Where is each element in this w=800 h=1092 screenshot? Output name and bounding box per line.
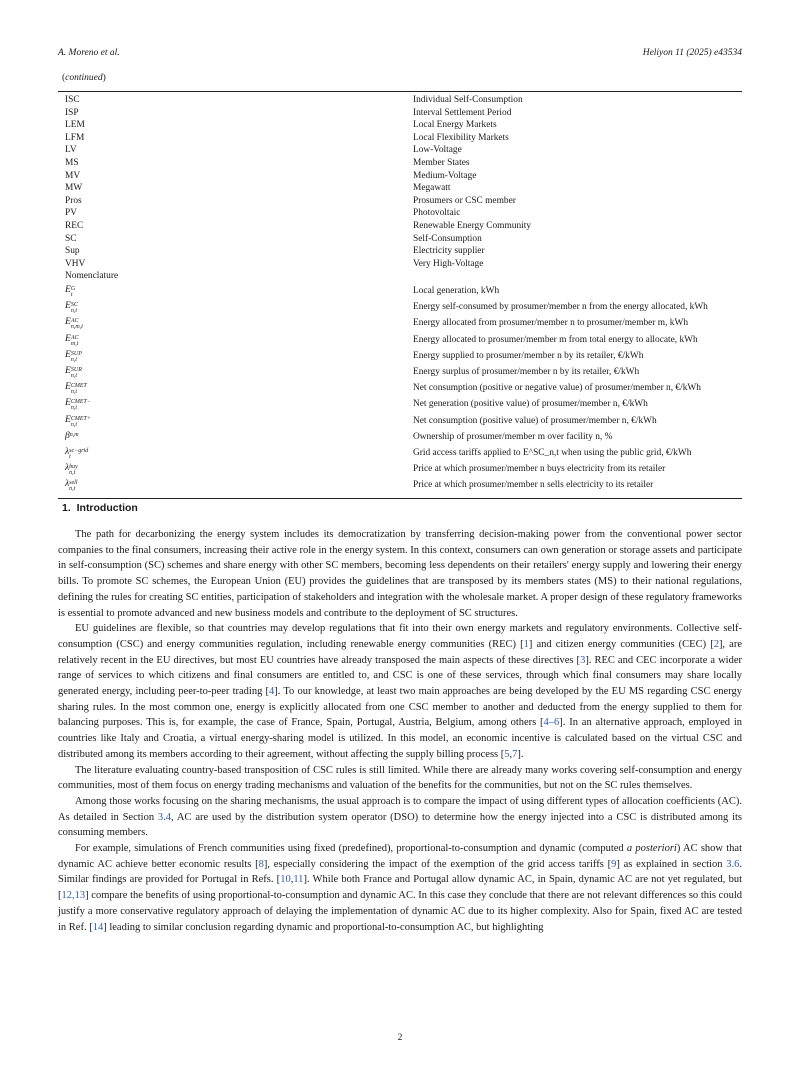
math-symbol — [65, 477, 78, 491]
symbol-subscript: n,t — [69, 486, 76, 493]
symbol-superscript: sc−grid — [69, 447, 89, 454]
symbol-definition: Net generation (positive value) of prosumer/member n, €/kWh — [413, 399, 648, 410]
math-symbol — [65, 364, 82, 378]
symbol-superscript: SUR — [70, 366, 82, 373]
symbol-superscript: AC — [70, 318, 79, 325]
math-symbol — [65, 299, 78, 313]
citation-link[interactable]: 2 — [713, 638, 719, 650]
symbol-base: E — [65, 364, 71, 376]
symbol-scripts — [71, 317, 83, 329]
abbreviation-definition: Electricity supplier — [413, 246, 485, 257]
nomenclature-heading-row — [58, 270, 742, 283]
running-header — [58, 48, 742, 62]
abbreviation-term: Pros — [65, 195, 82, 206]
symbol-base: E — [65, 397, 71, 409]
abbreviation-term: MW — [65, 183, 83, 194]
symbol-base: λ — [65, 445, 70, 457]
symbol-scripts — [69, 447, 88, 459]
symbol-row — [58, 477, 742, 493]
symbol-subscript: t — [69, 453, 71, 460]
citation-link[interactable]: 11 — [293, 874, 304, 886]
abbreviation-definition: Medium-Voltage — [413, 170, 477, 181]
symbol-cell — [58, 364, 406, 380]
symbol-base: E — [65, 300, 71, 312]
abbreviation-definition: Renewable Energy Community — [413, 220, 532, 231]
symbol-definition: Local generation, kWh — [413, 285, 500, 296]
symbol-superscript: SC — [70, 302, 78, 309]
symbol-scripts — [71, 334, 79, 346]
symbol-scripts — [71, 415, 91, 427]
symbol-base: E — [65, 348, 71, 360]
abbreviation-term: SC — [65, 233, 77, 244]
symbol-definition: Energy self-consumed by prosumer/member n from the energy allocated, kWh — [413, 302, 708, 313]
citation-link[interactable]: 1 — [523, 638, 529, 650]
math-symbol — [65, 283, 75, 297]
body-text — [58, 527, 742, 935]
symbol-cell — [58, 413, 406, 429]
abbreviation-term: LV — [65, 145, 77, 156]
abbreviation-term: LFM — [65, 132, 85, 143]
abbreviation-row — [58, 132, 742, 145]
abbreviation-definition: Self-Consumption — [413, 233, 482, 244]
symbol-subscript: n,t — [70, 308, 78, 315]
abbreviation-term: Sup — [65, 246, 80, 257]
symbol-subscript: n,t — [70, 372, 78, 379]
symbol-base: E — [65, 332, 71, 344]
symbol-definition: Price at which prosumer/member n buys electricity from its retailer — [413, 464, 666, 475]
symbol-subscript: n,t — [70, 389, 78, 396]
abbreviation-row — [58, 220, 742, 233]
table-bottom-rule — [58, 498, 742, 499]
symbol-subscript: n,t — [70, 356, 78, 363]
citation-link[interactable]: 5 — [504, 748, 510, 760]
symbol-superscript: SUP — [70, 350, 82, 357]
symbol-definition: Price at which prosumer/member n sells electricity to its retailer — [413, 480, 654, 491]
math-symbol — [65, 461, 78, 475]
symbol-scripts — [69, 463, 78, 475]
symbol-definition: Ownership of prosumer/member m over facility n, % — [413, 431, 613, 442]
section-heading: 1. Introduction — [62, 502, 138, 514]
citation-link[interactable]: 4–6 — [543, 717, 560, 729]
citation-link[interactable]: 9 — [611, 858, 617, 870]
symbol-row — [58, 413, 742, 429]
symbol-base: β — [65, 429, 70, 441]
symbol-superscript: CMET — [70, 383, 87, 390]
symbol-definition: Net consumption (positive or negative value) of prosumer/member n, €/kWh — [413, 383, 701, 394]
abbreviation-row — [58, 170, 742, 183]
symbol-cell — [58, 380, 406, 396]
symbol-row — [58, 315, 742, 331]
abbreviation-definition: Photovoltaic — [413, 208, 461, 219]
math-symbol — [65, 315, 83, 329]
nomenclature-heading: Nomenclature — [65, 271, 119, 282]
paragraph-1: The path for decarbonizing the energy system includes its democratization by transferring decision-making power from the conventional power sector companies to the final consumers, increasing their active role in the energy system. In this context, consumers can own generation or storage assets and participate in self-consumption (SC) schemes and share energy with other SC members, becoming less dependents on their retailers' energy supply and lowering their energy bills. To promote SC schemes, the European Union (EU) provides the guidelines that are transposed by its members states (MS) to their national regulations, defining the rules for creating SC entities, participation of stakeholders and integration with the wholesale market. A proper design of these regulatory frameworks is essential to promote advanced and new business models and contribute to the deployment of SC structures. — [58, 529, 742, 619]
symbol-subscript: n,m,t — [70, 324, 83, 331]
math-symbol — [65, 380, 87, 394]
citation-link[interactable]: 12,13 — [61, 890, 86, 902]
symbol-row — [58, 283, 742, 299]
symbol-definition: Energy allocated from prosumer/member n to prosumer/member m, kWh — [413, 318, 689, 329]
table-continued-label: (continued) — [62, 73, 106, 83]
symbol-subscript: n,m — [69, 431, 79, 438]
symbol-scripts — [71, 382, 87, 394]
symbol-row — [58, 445, 742, 461]
abbreviation-definition: Very High-Voltage — [413, 258, 484, 269]
symbol-base: λ — [65, 478, 70, 490]
symbol-cell — [58, 348, 406, 364]
paragraph-2: EU guidelines are flexible, so that countries may develop regulations that fit into their own energy markets and regulatory environments. Collective self-consumption (CSC) and energy communities regulation, including renewable energy communities (REC) [1] and citizen energy communities (CEC) [2], are relatively recent in the EU directives, but most EU countries have already transposed the main aspects of these directives [3]. REC and CEC incorporate a wider range of services to which citizens and final consumers are entitled to, and CSC is one of these services, through which final consumers may share locally generated energy, including peer-to-peer trading [4]. To our knowledge, at least two main approaches are being developed by the EU MS regarding CSC energy sharing rules. In the most common one, energy is explicitly allocated from one CSC member to another and deducted from the energy supplied to them for balancing purposes. This is, for example, the case of France, Spain, Portugal, Austria, Belgium, among others [4–6]. In an alternative approach, employed in countries like Italy and Croatia, a virtual energy-sharing model is utilized. In this model, an economic incentive is calculated based on the virtual CSC and distributed among its members according to their agreement, without affecting the supply billing process [5,7]. — [58, 623, 743, 760]
citation-link[interactable]: 10 — [280, 874, 291, 886]
symbol-scripts — [71, 301, 78, 313]
citation-link[interactable]: 14 — [92, 921, 104, 933]
abbreviation-row — [58, 207, 742, 220]
paragraph-3: The literature evaluating country-based transposition of CSC rules is still limited. While there are already many works covering self-consumption and energy communities, most of them focus on energy trading mechanisms and valuation of the benefits for the communities, but not on the SC rules themselves. — [58, 764, 742, 792]
symbol-superscript: buy — [69, 464, 78, 471]
symbol-superscript: sell — [69, 480, 78, 487]
section-link[interactable]: 3.6 — [726, 858, 740, 870]
citation-link[interactable]: 3 — [580, 654, 586, 666]
abbreviation-term: LEM — [65, 120, 85, 131]
symbol-superscript: AC — [70, 334, 79, 341]
symbol-subscript: t — [70, 291, 73, 298]
abbreviation-term: MV — [65, 170, 81, 181]
symbol-scripts — [71, 285, 75, 297]
symbol-scripts — [70, 431, 79, 437]
table-top-rule — [58, 91, 742, 92]
symbol-row — [58, 348, 742, 364]
abbreviation-row — [58, 157, 742, 170]
symbol-superscript: CMET− — [70, 399, 91, 406]
symbol-subscript: n,t — [70, 405, 78, 412]
symbol-definition: Net consumption (positive value) of prosumer/member n, €/kWh — [413, 415, 657, 426]
abbreviation-definition: Interval Settlement Period — [413, 107, 512, 118]
symbol-subscript: n,t — [70, 421, 78, 428]
symbol-cell — [58, 477, 406, 493]
symbol-row — [58, 332, 742, 348]
header-authors: A. Moreno et al. — [58, 48, 120, 58]
symbol-cell — [58, 396, 406, 412]
abbreviation-definition: Member States — [413, 157, 470, 168]
abbreviation-definition: Local Energy Markets — [413, 120, 497, 131]
abbreviation-term: ISP — [65, 107, 79, 118]
symbol-scripts — [71, 350, 82, 362]
paragraph-4: Among those works focusing on the sharing mechanisms, the usual approach is to compare the impact of using different types of allocation coefficients (AC). As detailed in Section 3.4, AC are used by the distribution system operator (DSO) to determine how the energy injected into a CSC is distributed among its consuming members. — [58, 795, 742, 839]
symbol-row — [58, 380, 742, 396]
citation-link[interactable]: 4 — [269, 686, 275, 698]
symbol-base: λ — [65, 462, 70, 474]
abbreviation-term: VHV — [65, 258, 86, 269]
abbreviation-row — [58, 94, 742, 107]
paragraph-5: For example, simulations of French communities using fixed (predefined), proportional-to-consumption and dynamic (computed a posteriori) AC show that dynamic AC achieve better economic results [8], especially considering the impact of the exemption of the grid access tariffs [9] as explained in section 3.6. Similar findings are provided for Portugal in Refs. [10,11]. While both France and Portugal allow dynamic AC, in Spain, dynamic AC are not yet regulated, but [12,13] compare the benefits of using proportional-to-consumption and dynamic AC. In this case they conclude that there are not relevant differences so this could justify a more conservative regulatory approach of delaying the implementation of dynamic AC due to its higher complexity. Also for Spain, fixed AC are tested in Ref. [14] leading to similar conclusion regarding dynamic and proportional-to-consumption AC, but highlighting — [58, 843, 743, 933]
symbol-base: E — [65, 413, 71, 425]
symbol-definition: Grid access tariffs applied to E^SC_n,t when using the public grid, €/kWh — [413, 447, 692, 458]
abbreviation-row — [58, 107, 742, 120]
symbol-row — [58, 461, 742, 477]
nomenclature-table — [58, 91, 742, 499]
math-symbol — [65, 413, 91, 427]
abbreviation-definition: Individual Self-Consumption — [413, 95, 523, 105]
abbreviation-row — [58, 195, 742, 208]
citation-link[interactable]: 8 — [258, 858, 264, 870]
symbol-scripts — [69, 479, 77, 491]
math-symbol — [65, 348, 82, 362]
section-link[interactable]: 3.4 — [157, 811, 172, 823]
symbol-subscript: m,t — [70, 340, 79, 347]
abbreviation-row — [58, 119, 742, 132]
abbreviation-term: MS — [65, 157, 79, 168]
symbol-base: E — [65, 316, 71, 328]
abbreviation-definition: Prosumers or CSC member — [413, 195, 516, 206]
symbol-row — [58, 396, 742, 412]
abbreviation-definition: Megawatt — [413, 183, 451, 194]
math-symbol — [65, 332, 79, 346]
symbol-scripts — [71, 366, 82, 378]
symbol-cell — [58, 429, 406, 445]
symbol-row — [58, 364, 742, 380]
symbol-definition: Energy allocated to prosumer/member m from total energy to allocate, kWh — [413, 334, 698, 345]
math-symbol — [65, 429, 79, 441]
symbol-superscript: CMET+ — [70, 415, 91, 422]
header-journal: Heliyon 11 (2025) e43534 — [642, 48, 742, 58]
symbol-cell — [58, 315, 406, 331]
symbol-cell — [58, 332, 406, 348]
abbreviation-term: ISC — [65, 95, 80, 105]
math-symbol — [65, 396, 91, 410]
symbol-row — [58, 299, 742, 315]
symbol-scripts — [71, 398, 91, 410]
symbol-definition: Energy surplus of prosumer/member n by its retailer, €/kWh — [413, 366, 640, 377]
symbol-definition: Energy supplied to prosumer/member n by its retailer, €/kWh — [413, 350, 644, 361]
symbol-cell — [58, 445, 406, 461]
abbreviation-row — [58, 233, 742, 246]
abbreviation-row — [58, 245, 742, 258]
abbreviation-row — [58, 258, 742, 271]
symbol-cell — [58, 461, 406, 477]
abbreviation-term: REC — [65, 220, 84, 231]
symbol-cell — [58, 283, 406, 299]
abbreviation-term: PV — [65, 208, 77, 219]
symbol-base: E — [65, 283, 71, 295]
symbol-cell — [58, 299, 406, 315]
symbol-row — [58, 429, 742, 445]
abbreviation-definition: Low-Voltage — [413, 145, 462, 156]
page-number: 2 — [397, 1033, 403, 1043]
symbol-base: E — [65, 381, 71, 393]
symbol-subscript: n,t — [69, 470, 76, 477]
abbreviation-definition: Local Flexibility Markets — [413, 132, 509, 143]
math-symbol — [65, 445, 88, 459]
abbreviation-row — [58, 182, 742, 195]
symbol-superscript: G — [70, 285, 76, 292]
abbreviation-row — [58, 144, 742, 157]
citation-link[interactable]: 7 — [512, 748, 518, 760]
